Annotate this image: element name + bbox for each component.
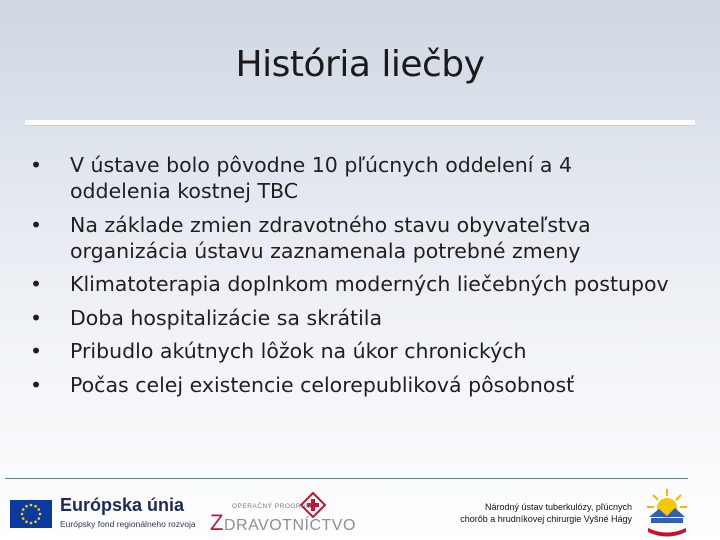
- bullet-item: [30, 271, 670, 297]
- institute-line-1: Národný ústav tuberkulózy, pľúcnych: [484, 502, 632, 512]
- bullet-item: [30, 372, 670, 398]
- eu-subtitle: Európsky fond regionálneho rozvoja: [60, 519, 196, 529]
- bullet-dot: •: [30, 153, 43, 177]
- title-divider: [25, 120, 695, 125]
- bullet-text: Počas celej existencie celorepubliková pôsobnosť: [70, 372, 575, 397]
- bullet-dot: •: [30, 272, 43, 296]
- bullet-item: [30, 212, 670, 264]
- footer-divider: [5, 478, 688, 479]
- bullet-text: V ústave bolo pôvodne 10 pľúcnych oddelení a 4 oddelenia kostnej TBC: [70, 153, 573, 203]
- institute-name: [432, 501, 632, 525]
- bullet-item: [30, 338, 670, 364]
- bullet-dot: •: [30, 212, 43, 237]
- bullet-text: Doba hospitalizácie sa skrátila: [70, 305, 383, 330]
- op-program-name: [210, 510, 356, 536]
- bullet-dot: •: [30, 372, 43, 397]
- eu-flag-icon: [10, 500, 52, 528]
- op-program-label: OPERAČNÝ PROGRAM: [232, 503, 312, 510]
- bullet-item: [30, 152, 670, 204]
- bullet-dot: •: [30, 339, 43, 363]
- op-program-rest: DRAVOTNÍCTVO: [223, 517, 356, 534]
- institute-line-2: chorôb a hrudníkovej chirurgie Vyšné Hágy: [460, 514, 632, 524]
- bullet-item: [30, 305, 670, 331]
- bullet-text: Klimatoterapia doplnkom moderných liečebných postupov: [70, 272, 669, 296]
- bullet-dot: •: [30, 305, 43, 330]
- bullet-text: Pribudlo akútnych lôžok na úkor chronických: [70, 339, 527, 363]
- op-program-initial: Z: [210, 510, 224, 535]
- bullet-text: Na základe zmien zdravotného stavu obyvateľstva organizácia ústavu zaznamenala potrebné zmeny: [70, 212, 591, 263]
- bullet-list: [30, 152, 670, 405]
- footer: [0, 480, 720, 540]
- slide-title: História liečby: [235, 44, 485, 85]
- eu-title: Európska únia: [60, 495, 185, 515]
- institute-sun-logo-icon: [645, 487, 689, 540]
